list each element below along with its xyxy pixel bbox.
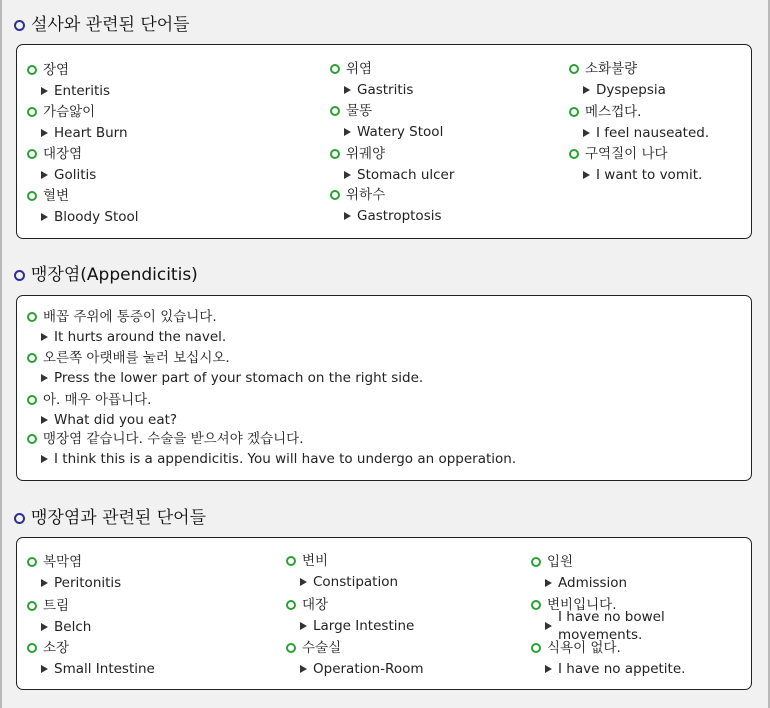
diarrhea-words-box (16, 44, 752, 239)
circle-bullet-icon (14, 20, 25, 31)
word-item (330, 186, 442, 225)
word-korean: 대장 (302, 597, 329, 613)
word-korean: 트림 (43, 598, 70, 614)
triangle-bullet-icon (41, 579, 48, 587)
word-english: Operation-Room (313, 661, 424, 677)
word-english: Small Intestine (54, 661, 155, 677)
section-title-appendicitis-words (14, 508, 206, 528)
word-korean: 물똥 (346, 103, 373, 119)
circle-bullet-icon (569, 149, 579, 159)
word-korean: 입원 (547, 554, 574, 570)
word-korean: 위염 (346, 61, 373, 77)
triangle-bullet-icon (41, 171, 48, 179)
triangle-bullet-icon (41, 333, 48, 341)
triangle-bullet-icon (300, 665, 307, 673)
word-item (569, 145, 702, 184)
word-korean: 변비 (302, 553, 329, 569)
word-english: Enteritis (54, 83, 111, 99)
triangle-bullet-icon (41, 129, 48, 137)
word-item (27, 145, 96, 184)
appendicitis-words-box (16, 537, 752, 690)
word-english: I have no appetite. (558, 661, 686, 677)
triangle-bullet-icon (41, 623, 48, 631)
word-item (531, 639, 685, 678)
circle-bullet-icon (14, 513, 25, 524)
circle-bullet-icon (286, 556, 296, 566)
word-english: Gastritis (357, 82, 414, 98)
circle-bullet-icon (27, 601, 37, 611)
word-korean: 메스껍다. (585, 104, 642, 120)
circle-bullet-icon (27, 557, 37, 567)
circle-bullet-icon (330, 106, 340, 116)
triangle-bullet-icon (344, 212, 351, 220)
word-item (286, 596, 414, 635)
word-english: Peritonitis (54, 575, 122, 591)
word-item (27, 639, 155, 678)
sentence-korean: 오른쪽 아랫배를 눌러 보십시오. (43, 350, 230, 366)
sentence-item (27, 430, 516, 468)
word-korean: 변비입니다. (547, 597, 617, 613)
word-item (286, 552, 398, 591)
word-english: Heart Burn (54, 125, 128, 141)
section-title-diarrhea-words (14, 15, 190, 35)
sentence-english: What did you eat? (54, 412, 178, 428)
word-english: Gastroptosis (357, 208, 442, 224)
word-korean: 복막염 (43, 554, 83, 570)
word-item (531, 596, 751, 643)
triangle-bullet-icon (583, 129, 590, 137)
word-english: Constipation (313, 574, 399, 590)
word-item (27, 187, 139, 226)
word-item (27, 103, 128, 142)
word-english: Golitis (54, 167, 97, 183)
circle-bullet-icon (330, 190, 340, 200)
word-korean: 장염 (43, 62, 70, 78)
word-korean: 수술실 (302, 640, 342, 656)
word-korean: 소장 (43, 640, 70, 656)
appendicitis-sentences-box (16, 295, 752, 481)
sentence-korean: 아. 매우 아픕니다. (43, 392, 152, 408)
section-title-text: 맹장염(Appendicitis) (31, 265, 198, 285)
triangle-bullet-icon (300, 578, 307, 586)
sentence-english: Press the lower part of your stomach on the right side. (54, 370, 424, 386)
word-korean: 구역질이 나다 (585, 146, 668, 162)
triangle-bullet-icon (300, 622, 307, 630)
word-korean: 가슴앓이 (43, 104, 96, 120)
sentence-item (27, 391, 177, 429)
circle-bullet-icon (569, 107, 579, 117)
triangle-bullet-icon (545, 622, 552, 630)
word-english: Bloody Stool (54, 209, 139, 225)
triangle-bullet-icon (583, 171, 590, 179)
word-english: Belch (54, 619, 92, 635)
word-english: I have no bowel movements. (558, 609, 665, 643)
triangle-bullet-icon (41, 455, 48, 463)
circle-bullet-icon (27, 312, 37, 322)
word-item (330, 60, 413, 99)
circle-bullet-icon (531, 643, 541, 653)
word-korean: 소화불량 (585, 61, 638, 77)
word-english: Admission (558, 575, 628, 591)
sentence-korean: 배꼽 주위에 통증이 있습니다. (43, 309, 217, 325)
section-title-text: 맹장염과 관련된 단어들 (31, 508, 207, 528)
word-english: I feel nauseated. (596, 125, 710, 141)
word-english: Large Intestine (313, 618, 415, 634)
triangle-bullet-icon (41, 665, 48, 673)
circle-bullet-icon (286, 600, 296, 610)
circle-bullet-icon (27, 353, 37, 363)
circle-bullet-icon (27, 191, 37, 201)
circle-bullet-icon (27, 65, 37, 75)
sentence-item (27, 349, 423, 387)
word-english: Stomach ulcer (357, 167, 455, 183)
triangle-bullet-icon (41, 374, 48, 382)
word-item (27, 597, 91, 636)
circle-bullet-icon (330, 149, 340, 159)
circle-bullet-icon (569, 64, 579, 74)
section-title-text: 설사와 관련된 단어들 (31, 15, 190, 35)
triangle-bullet-icon (344, 86, 351, 94)
word-english: Dyspepsia (596, 82, 666, 98)
circle-bullet-icon (531, 557, 541, 567)
word-item (569, 60, 666, 99)
word-english: I want to vomit. (596, 167, 703, 183)
triangle-bullet-icon (344, 128, 351, 136)
word-item (531, 553, 627, 592)
word-korean: 위하수 (346, 187, 386, 203)
triangle-bullet-icon (41, 87, 48, 95)
circle-bullet-icon (27, 434, 37, 444)
circle-bullet-icon (27, 395, 37, 405)
word-item (330, 145, 454, 184)
circle-bullet-icon (14, 270, 25, 281)
triangle-bullet-icon (344, 171, 351, 179)
triangle-bullet-icon (545, 665, 552, 673)
word-item (27, 61, 110, 100)
circle-bullet-icon (27, 149, 37, 159)
circle-bullet-icon (531, 600, 541, 610)
circle-bullet-icon (27, 107, 37, 117)
triangle-bullet-icon (583, 86, 590, 94)
sentence-korean: 맹장염 같습니다. 수술을 받으셔야 겠습니다. (43, 431, 304, 447)
triangle-bullet-icon (545, 579, 552, 587)
word-item (569, 103, 709, 142)
triangle-bullet-icon (41, 213, 48, 221)
triangle-bullet-icon (41, 416, 48, 424)
sentence-english: It hurts around the navel. (54, 329, 227, 345)
circle-bullet-icon (286, 643, 296, 653)
circle-bullet-icon (330, 64, 340, 74)
page-frame-left (0, 0, 2, 708)
word-korean: 대장염 (43, 146, 83, 162)
word-english: Watery Stool (357, 124, 444, 140)
sentence-item (27, 308, 226, 346)
word-item (27, 553, 121, 592)
word-item (330, 102, 443, 141)
word-item (286, 639, 424, 678)
section-title-appendicitis (14, 265, 198, 285)
circle-bullet-icon (27, 643, 37, 653)
word-korean: 혈변 (43, 188, 70, 204)
word-korean: 식욕이 없다. (547, 640, 621, 656)
sentence-english: I think this is a appendicitis. You will have to undergo an opperation. (54, 451, 517, 467)
word-korean: 위궤양 (346, 146, 386, 162)
